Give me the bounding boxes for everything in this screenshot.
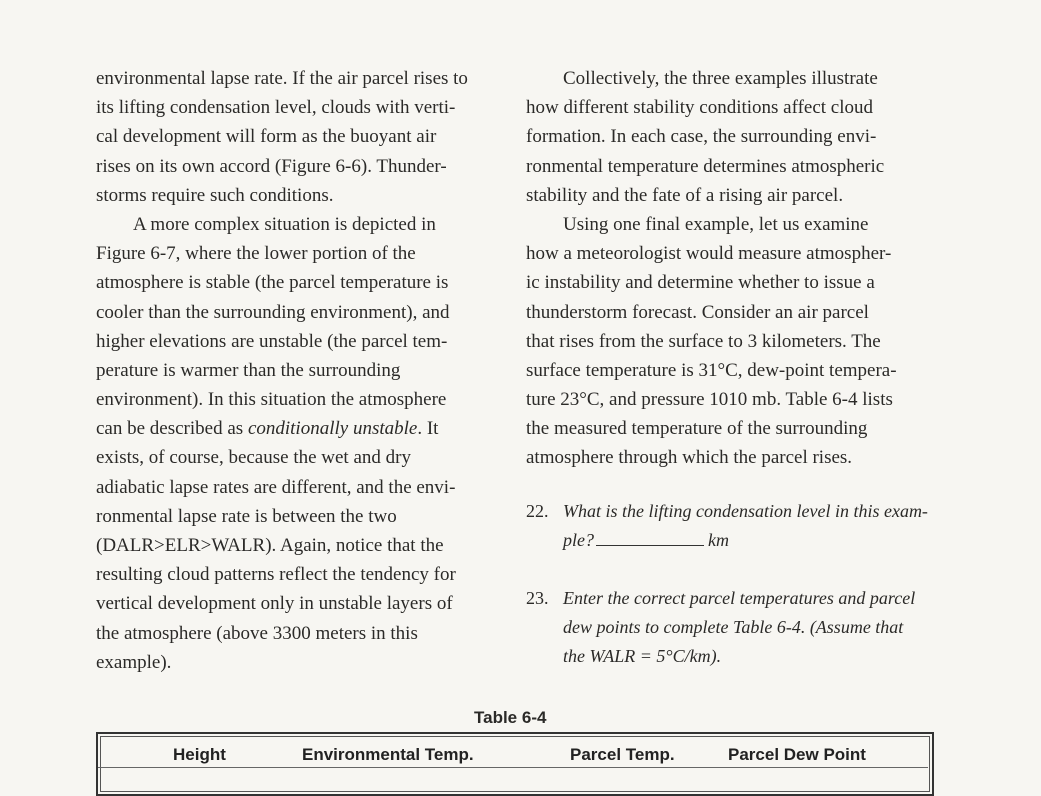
question-text: dew points to complete Table 6-4. (Assume that	[563, 617, 904, 638]
question-text: the WALR = 5°C/km).	[563, 646, 722, 667]
text-line: exists, of course, because the wet and dry	[96, 447, 411, 469]
question-number: 23.	[526, 588, 549, 608]
text-line: resulting cloud patterns reflect the tendency for	[96, 564, 456, 586]
text-line: formation. In each case, the surrounding envi-	[526, 126, 877, 148]
question-text: Enter the correct parcel temperatures and parcel	[563, 588, 916, 608]
text-line: atmosphere is stable (the parcel temperature is	[96, 272, 449, 294]
text-line: cooler than the surrounding environment), and	[96, 301, 450, 323]
text-line: ronmental lapse rate is between the two	[96, 505, 397, 527]
table-header-parcel-dew-point: Parcel Dew Point	[728, 745, 866, 764]
question-text: What is the lifting condensation level in this exam-	[563, 501, 928, 521]
text-line: how a meteorologist would measure atmospher-	[526, 243, 892, 265]
text-line: ronmental temperature determines atmospheric	[526, 155, 885, 177]
question-text: ple?	[563, 530, 594, 551]
text-line: (DALR>ELR>WALR). Again, notice that the	[96, 535, 444, 556]
question-number: 22.	[526, 501, 549, 521]
text-line: example).	[96, 651, 172, 673]
text-segment: . It	[417, 418, 439, 440]
unit-label: km	[708, 530, 729, 551]
table-header-rule	[98, 767, 928, 768]
text-line: surface temperature is 31°C, dew-point tempera-	[526, 359, 897, 381]
question-23	[526, 584, 956, 672]
text-line: the measured temperature of the surrounding	[526, 418, 868, 440]
text-line: the atmosphere (above 3300 meters in this	[96, 622, 418, 644]
text-line: Using one final example, let us examine	[563, 213, 869, 235]
text-line: atmosphere through which the parcel rises.	[526, 447, 853, 469]
text-line: adiabatic lapse rates are different, and the envi-	[96, 476, 456, 498]
right-column	[526, 64, 946, 473]
left-column	[96, 64, 516, 677]
text-line: its lifting condensation level, clouds with verti-	[96, 97, 456, 119]
text-line: Collectively, the three examples illustrate	[563, 68, 878, 89]
question-22	[526, 497, 956, 555]
text-line: cal development will form as the buoyant air	[96, 126, 437, 148]
text-line: A more complex situation is depicted in	[133, 213, 436, 235]
italic-term: conditionally unstable	[247, 418, 418, 440]
text-line: ture 23°C, and pressure 1010 mb. Table 6-4 lists	[526, 389, 893, 411]
text-line: environment). In this situation the atmosphere	[96, 389, 447, 411]
text-line: storms require such conditions.	[96, 184, 334, 206]
text-line: thunderstorm forecast. Consider an air parcel	[526, 301, 869, 323]
text-line: how different stability conditions affect cloud	[526, 97, 874, 119]
text-line: vertical development only in unstable layers of	[96, 593, 453, 615]
text-line: perature is warmer than the surrounding	[96, 359, 401, 381]
text-line: ic instability and determine whether to issue a	[526, 272, 875, 294]
text-line: higher elevations are unstable (the parcel tem-	[96, 330, 448, 352]
text-segment: can be described as	[96, 418, 248, 440]
text-line: Figure 6-7, where the lower portion of the	[96, 243, 416, 265]
table-header-environmental-temp: Environmental Temp.	[302, 745, 474, 764]
text-line	[96, 414, 516, 443]
text-line: that rises from the surface to 3 kilometers. The	[526, 330, 881, 352]
table-header-parcel-temp: Parcel Temp.	[570, 745, 675, 764]
text-line: environmental lapse rate. If the air parcel rises to	[96, 68, 468, 89]
text-line: rises on its own accord (Figure 6-6). Thunder-	[96, 155, 447, 177]
table-header-height: Height	[173, 745, 226, 764]
answer-blank[interactable]	[596, 531, 704, 546]
table-title: Table 6-4	[474, 708, 547, 727]
text-line: stability and the fate of a rising air parcel.	[526, 184, 844, 206]
